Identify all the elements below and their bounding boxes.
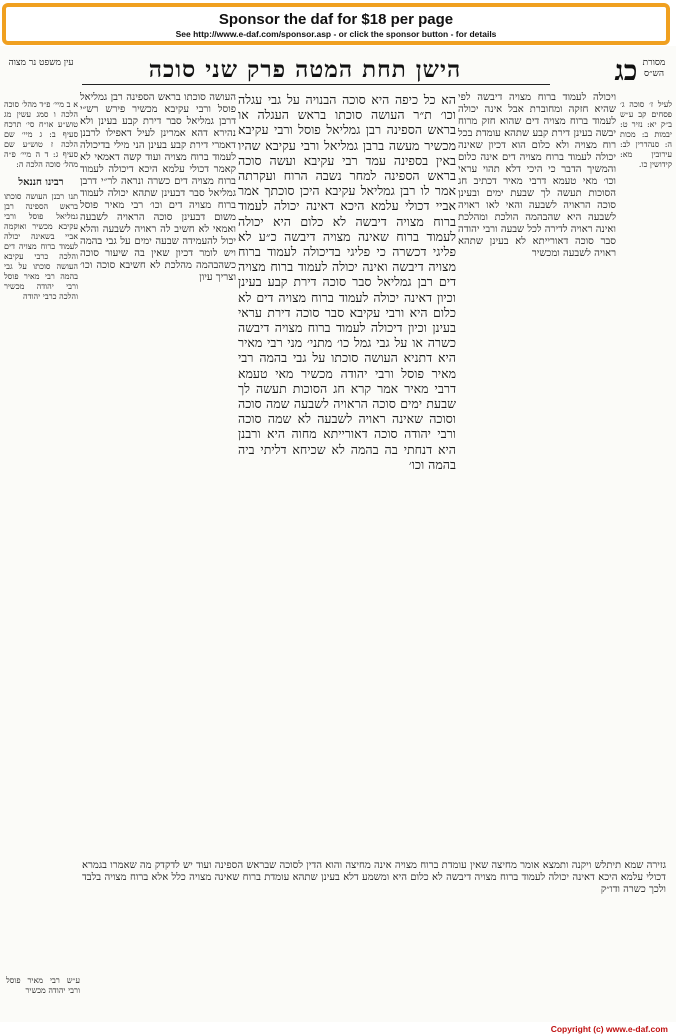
page-header: הישן תחת המטה פרק שני סוכה <box>148 56 462 83</box>
rashi-text: ויכולה לעמוד ברוח מצויה דיבשה לפי שהיא חזקה ומחוברת אבל אינה יכולה לעמוד ברוח מצויה דים שהוא חזק מרוח יבשה בעינן דירת קבע שתהא עומדת בכל רוח מצויה ולא כלום הוא דכיון שאינה יכולה לעמוד ברוח מצויה דים אינה כלום והמשיך הדבר כי היכי דלא תהוי עראי וכו׳ מאי טעמא דרבי מאיר דכתיב חג הסוכות תעשה לך שבעת ימים ובעינן סוכה הראויה לשבעה והאי לאו ראויה לשבעה היא שהבהמה הולכת ומהלכת ואינה ראויה לדירה לכל שבעה ורבי יהודה סבר סוכה דאורייתא לא בעינן שתהא ראויה לשבעה ומכשיר <box>458 92 616 259</box>
gemara-main-text <box>238 92 456 820</box>
rabbeinu-chananel-text: תנו רבנן העושה סוכתו בראש הספינה רבן גמליאל פוסל ורבי עקיבא מכשיר ואוקמה אביי בשאינה יכולה לעמוד ברוח מצויה דים והלכה כרבי עקיבא העושה סוכתו על גבי בהמה רבי מאיר פוסל ורבי יהודה מכשיר והלכה כרבי יהודה <box>4 192 78 301</box>
masoret-hashas-margin <box>620 100 672 860</box>
daf-number: כג <box>614 54 638 87</box>
rabbeinu-chananel-heading: רבינו חננאל <box>18 177 64 188</box>
ein-mishpat-text: א ב מיי׳ פ״ד מהל׳ סוכה הלכה ו סמג עשין מג טוש״ע או״ח סי׳ תרכח סעיף ב: ג מיי׳ שם הלכה ז טוש״ע שם סעיף ג: ד ה מיי׳ פ״ה מהל׳ סוכה הלכה ה: <box>4 100 78 169</box>
bottom-left-margin <box>6 976 80 1016</box>
bottom-left-text: ע״ש רבי מאיר פוסל ורבי יהודה מכשיר <box>6 976 80 995</box>
copyright-link[interactable]: Copyright (c) www.e-daf.com <box>550 1024 668 1034</box>
bottom-commentary <box>82 860 666 1010</box>
tosafot-text: העושה סוכתו בראש הספינה רבן גמליאל פוסל ורבי עקיבא מכשיר פירש רש״י דרבן גמליאל סבר דירת קבע בעינן ולא נהירא דהא אמרינן לעיל דאפילו לרבנן דאמרי דירת קבע בעינן הני מילי בדיכולה לעמוד ברוח מצויה ועוד קשה דאמאי לא קאמר דכולי עלמא היכא דיכולה לעמוד ברוח מצויה דים כשרה ונראה לר״י דרבן גמליאל סבר דבעינן שתהא יכולה לעמוד ברוח מצויה דים וכו׳ רבי מאיר פוסל משום דבעינן סוכה הראויה לשבעה ואמאי לא חשיב לה ראויה לשבעה והלא יכול להעמידה שבעה ימים על גבי בהמה ויש לומר דכיון שאין בה שיעור סוכה כשהבהמה מהלכת לא חשיבא סוכה וכו׳ וצריך עיון <box>80 92 236 283</box>
masoret-hashas-text: לעיל ז׳ סוכה ג׳ פסחים קב ע״ש ב״ק יא: נזיר ט: יבמות ב: מכות ה: סנהדרין לב: עירובין מא: קידושין כו. <box>620 100 672 169</box>
sponsor-subtitle: See http://www.e-daf.com/sponsor.asp - or click the sponsor button - for details <box>175 29 497 39</box>
ein-mishpat-margin <box>4 100 78 860</box>
bottom-commentary-text: גזירה שמא תיתלש ויקנה ותמצא אומר מחיצה שאין עומדת ברוח מצויה אינה מחיצה והוא הדין לסוכה שבראש הספינה ועוד יש לדקדק מה שאמרו בגמרא דכולי עלמא היכא דאינה יכולה לעמוד ברוח מצויה דיבשה לא כלום היא ומשמע דלא בעינן שתהא עומדת ברוח שאינה מצויה כלל אלא ברוח מצויה בלבד ולכך כשרה ודו״ק <box>82 860 666 895</box>
rashi-commentary <box>458 92 616 852</box>
tosafot-commentary <box>80 92 236 852</box>
header-rule <box>82 84 550 85</box>
gemara-text: הא כל כיפה היא סוכה הבנויה על גבי עגלה וכו׳ ת״ר העושה סוכתו בראש העגלה או בראש הספינה רבן גמליאל פוסל ורבי עקיבא מכשיר מעשה ברבן גמליאל ורבי עקיבא שהיו באין בספינה עמד רבי עקיבא ועשה סוכה בראש הספינה למחר נשבה הרוח ועקרתה אמר לו רבן גמליאל עקיבא היכן סוכתך אמר אביי דכולי עלמא היכא דאינה יכולה לעמוד ברוח מצויה דיבשה לא כלום היא יכולה לעמוד ברוח שאינה מצויה דיבשה כ״ע לא פליגי דכשרה כי פליגי בדיכולה לעמוד ברוח מצויה דיבשה ואינה יכולה לעמוד ברוח מצויה דים רבן גמליאל סבר סוכה דירת קבע בעינן וכיון דאינה יכולה לעמוד ברוח מצויה דים לא כלום היא ורבי עקיבא סבר סוכה דירת עראי בעינן וכיון דיכולה לעמוד ברוח מצויה דיבשה כשרה או על גבי גמל כו׳ מתני׳ מני רבי מאיר היא דתניא העושה סוכתו על גבי בהמה רבי מאיר פוסל ורבי יהודה מכשיר מאי טעמא דרבי מאיר אמר קרא חג הסוכות תעשה לך שבעת ימים סוכה הראויה לשבעה שמה סוכה וסוכה שאינה ראויה לשבעה לא שמה סוכה ורבי יהודה סוכה דאורייתא מחוה היא ורבנן היא דנחתי בה בהמה לא שכיחא דליתי ביה בהמה וכו׳ <box>238 92 456 472</box>
ein-mishpat-heading: עין משפט נר מצוה <box>8 58 74 68</box>
sponsor-title: Sponsor the daf for $18 per page <box>218 11 454 28</box>
sponsor-banner[interactable] <box>2 3 670 45</box>
masoret-hashas-heading: מסורת הש״ס <box>642 58 666 79</box>
